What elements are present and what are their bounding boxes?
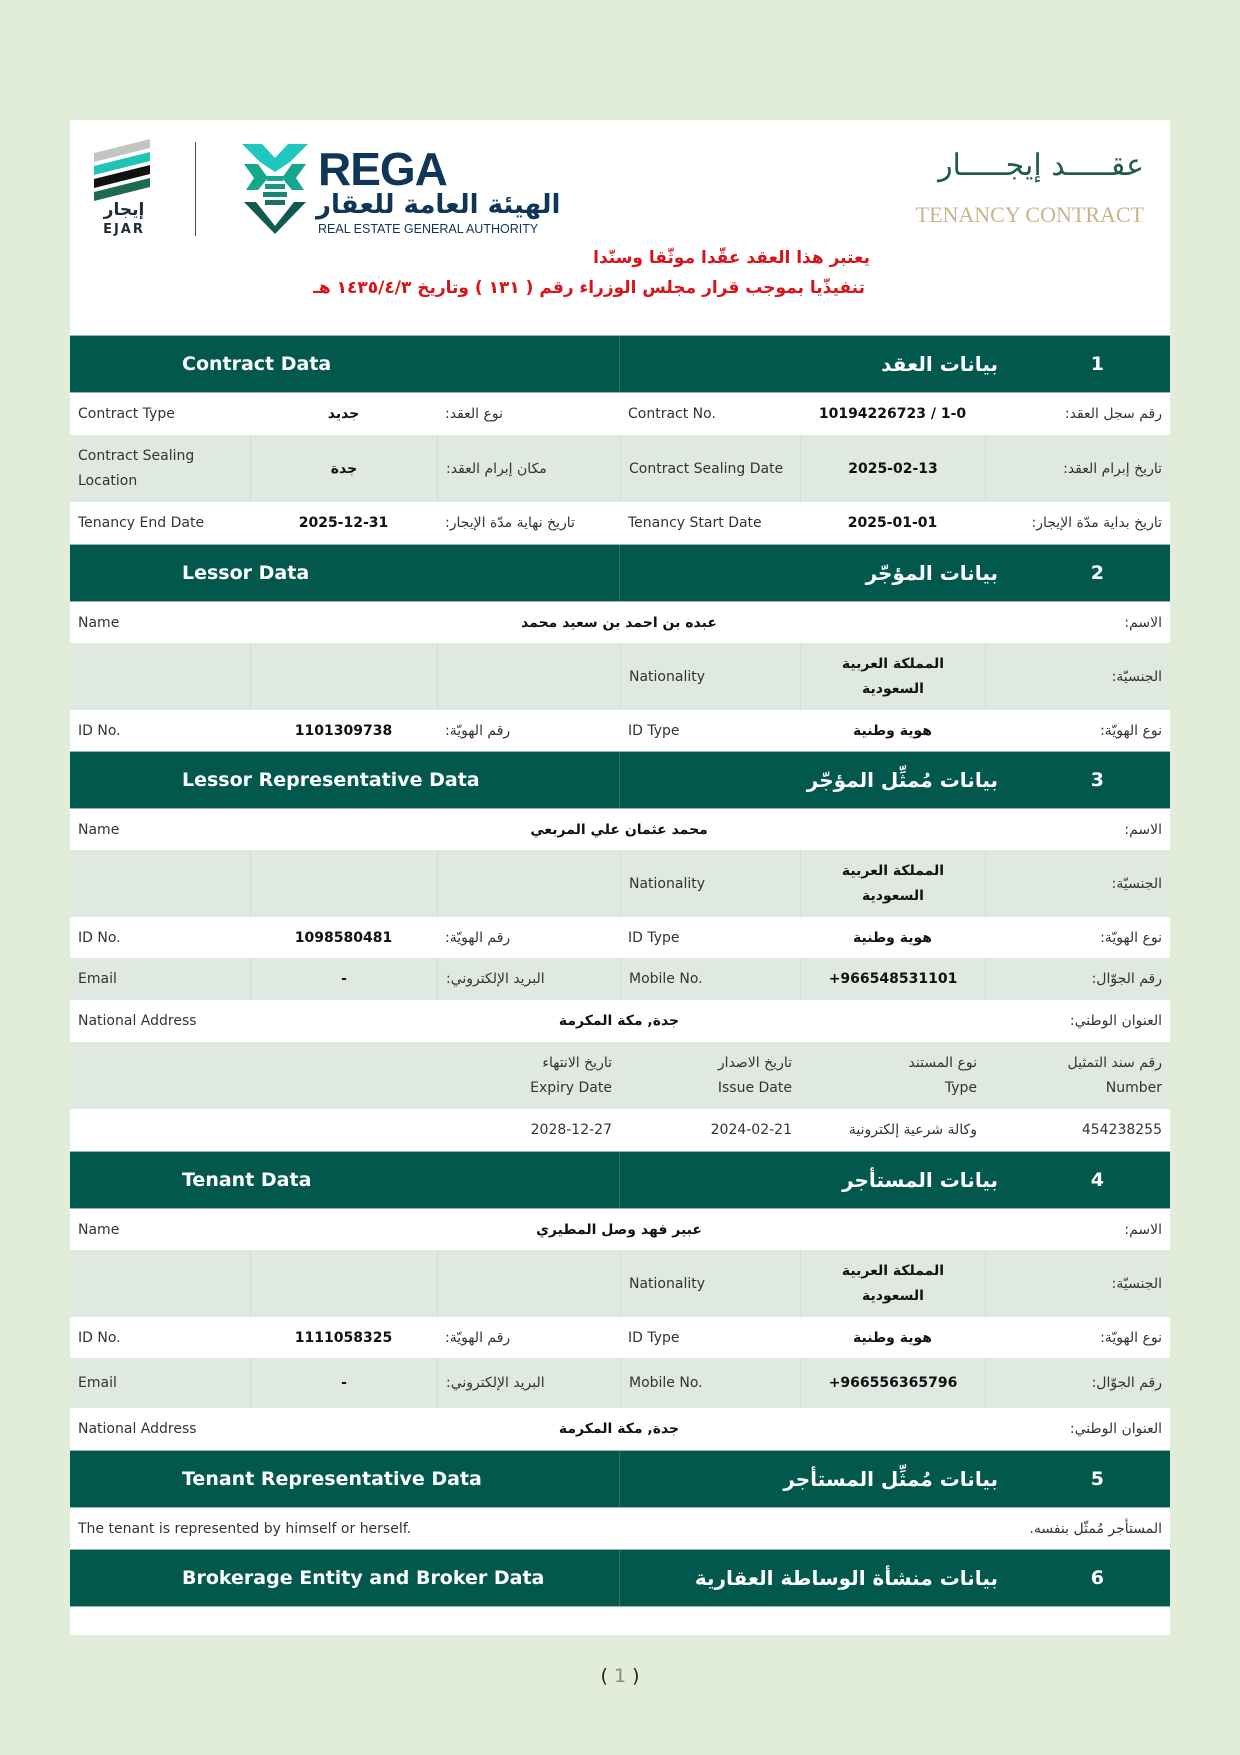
doc-header-issue — [620, 1042, 800, 1109]
table-row — [70, 1408, 1170, 1450]
doc-header-expiry-ar: تاريخ الانتهاء — [542, 1054, 612, 1071]
section-header-tenant — [70, 1151, 1170, 1209]
page-number-open-paren: ( — [600, 1665, 608, 1687]
doc-header-issue-en: Issue Date — [717, 1079, 792, 1096]
section-title-ar: بيانات منشأة الوساطة العقارية — [694, 1566, 998, 1590]
table-row — [70, 809, 1170, 850]
empty-cell — [70, 643, 250, 710]
table-row — [70, 850, 1170, 917]
section-title-ar: بيانات المؤجّر — [865, 561, 998, 585]
doc-header-type — [800, 1042, 985, 1109]
empty-cell — [250, 1250, 437, 1317]
doc-header-expiry — [437, 1042, 620, 1109]
doc-header-expiry-en: Expiry Date — [530, 1079, 612, 1096]
representation-document-header-row — [70, 1042, 1170, 1109]
rega-logo-arabic: الهيئة العامة للعقار — [316, 190, 561, 220]
section-title-en: Lessor Data — [70, 545, 620, 601]
field-label-ar: نوع الهويّة: — [1100, 722, 1162, 739]
legal-notice-line-2: تنفيذّيا بموجب قرار مجلس الوزراء رقم ( ١٣١ ) وتاريخ ١٤٣٥/٤/٣ هـ — [313, 278, 865, 298]
section-number: 3 — [1090, 769, 1104, 791]
section-number: 4 — [1090, 1169, 1104, 1191]
table-row — [70, 917, 1170, 958]
legal-notice-line-1: يعتبر هذا العقد عقّدا موثّقا وسنّدا — [593, 248, 870, 268]
field-label-ar: الجنسيّة: — [985, 643, 1170, 710]
field-value: جدة, مكة المكرمة — [558, 1421, 680, 1437]
logo-divider — [195, 142, 196, 236]
document-title-arabic: عقـــــد إيجـــــار — [938, 148, 1144, 183]
field-label-ar: العنوان الوطني: — [1069, 1013, 1162, 1029]
field-label-ar: الجنسيّة: — [985, 1250, 1170, 1317]
field-label-ar: مكان إبرام العقد: — [437, 435, 620, 502]
field-label-ar: رقم سجل العقد: — [1064, 406, 1162, 422]
section-header-brokerage — [70, 1549, 1170, 1607]
section-title-ar: بيانات العقد — [881, 352, 998, 376]
field-value: هوية وطنية — [853, 929, 932, 946]
field-label-ar: الاسم: — [1124, 821, 1162, 838]
field-value: 2025-01-01 — [847, 515, 938, 531]
field-label-ar: نوع الهويّة: — [1100, 929, 1162, 946]
table-row — [70, 1317, 1170, 1358]
section-number: 1 — [1090, 353, 1104, 375]
field-label-en: Name — [78, 821, 120, 838]
doc-header-issue-ar: تاريخ الاصدار — [717, 1054, 792, 1071]
field-value: المملكة العربية السعودية — [800, 850, 985, 917]
empty-cell — [250, 850, 437, 917]
field-label-en: Nationality — [620, 643, 800, 710]
section-header-contract — [70, 335, 1170, 393]
representation-document-row — [70, 1109, 1170, 1151]
field-label-en: Tenancy Start Date — [628, 515, 762, 531]
rega-palm-icon — [240, 142, 310, 234]
field-label-ar: رقم الهويّة: — [445, 722, 511, 739]
ejar-logo-arabic: إيجار — [103, 200, 145, 220]
section-title-en: Lessor Representative Data — [70, 752, 620, 808]
table-row — [70, 958, 1170, 1000]
section-header-lessor-representative — [70, 751, 1170, 809]
field-label-en: Email — [78, 1375, 117, 1391]
field-label-ar: البريد الإلكتروني: — [437, 1358, 620, 1408]
empty-cell — [437, 1250, 620, 1317]
field-label-en: ID No. — [78, 1329, 121, 1346]
section-title-ar: بيانات مُمثِّل المؤجّر — [806, 768, 998, 792]
field-value: هوية وطنية — [853, 722, 932, 739]
field-label-en: ID Type — [628, 929, 680, 946]
empty-cell — [437, 850, 620, 917]
field-value: جدة, مكة المكرمة — [558, 1013, 680, 1029]
field-label-en: Email — [78, 971, 117, 987]
doc-header-type-ar: نوع المستند — [908, 1054, 977, 1071]
document-title-english: TENANCY CONTRACT — [915, 202, 1144, 227]
empty-cell — [250, 643, 437, 710]
field-label-en: ID No. — [78, 929, 121, 946]
field-value: 1111058325 — [294, 1329, 393, 1346]
field-label-en: Nationality — [620, 850, 800, 917]
section-number: 6 — [1090, 1567, 1104, 1589]
doc-header-number — [985, 1042, 1170, 1109]
field-value: المملكة العربية السعودية — [800, 1250, 985, 1317]
table-row — [70, 435, 1170, 502]
section-number: 2 — [1090, 562, 1104, 584]
field-label-ar: الجنسيّة: — [985, 850, 1170, 917]
field-value: المملكة العربية السعودية — [800, 643, 985, 710]
field-label-ar: الاسم: — [1124, 614, 1162, 631]
section-title-en: Contract Data — [70, 336, 620, 392]
field-label-en: ID Type — [628, 1329, 680, 1346]
field-value: هوية وطنية — [853, 1329, 932, 1346]
doc-header-type-en: Type — [944, 1079, 977, 1096]
field-label-en: Tenancy End Date — [78, 515, 205, 531]
doc-issue-date: 2024-02-21 — [710, 1122, 792, 1138]
doc-type: وكالة شرعية إلكترونية — [848, 1122, 977, 1138]
field-label-ar: رقم الجوّال: — [985, 958, 1170, 1000]
field-label-ar: الاسم: — [1124, 1221, 1162, 1238]
contract-page — [70, 120, 1170, 1635]
field-label-en: Nationality — [620, 1250, 800, 1317]
field-label-en: Contract Sealing Location — [78, 447, 195, 489]
field-label-ar: البريد الإلكتروني: — [437, 958, 620, 1000]
page-number-value: 1 — [613, 1665, 627, 1687]
table-row — [70, 643, 1170, 710]
table-row — [70, 1209, 1170, 1250]
field-label-en: Mobile No. — [620, 958, 800, 1000]
tenant-representation-note-en: The tenant is represented by himself or herself. — [78, 1520, 412, 1537]
section-title-ar: بيانات مُمثِّل المستأجر — [783, 1467, 998, 1491]
field-label-en: Contract Sealing Date — [620, 435, 800, 502]
doc-header-number-ar: رقم سند التمثيل — [1067, 1054, 1162, 1071]
field-label-ar: رقم الجوّال: — [985, 1358, 1170, 1408]
ejar-logo-english: EJAR — [103, 222, 145, 237]
field-label-ar: رقم الهويّة: — [445, 929, 511, 946]
field-label-ar: تاريخ نهاية مدّة الإيجار: — [445, 515, 575, 531]
table-row — [70, 710, 1170, 751]
field-value: +966556365796 — [800, 1358, 985, 1408]
field-value: 1098580481 — [294, 929, 393, 946]
section-title-en: Brokerage Entity and Broker Data — [70, 1550, 620, 1606]
tenant-representation-note-ar: المستأجر مُمثّل بنفسه. — [1029, 1520, 1162, 1537]
field-value: 10194226723 / 1-0 — [818, 406, 967, 422]
field-label-en: Name — [78, 1221, 120, 1238]
empty-cell — [70, 1250, 250, 1317]
field-value: 2025-12-31 — [298, 515, 389, 531]
field-label-ar: تاريخ بداية مدّة الإيجار: — [1031, 515, 1162, 531]
field-label-en: Mobile No. — [620, 1358, 800, 1408]
tenant-representation-note-row — [70, 1508, 1170, 1549]
field-label-en: ID Type — [628, 722, 680, 739]
field-value: - — [250, 1358, 437, 1408]
table-row — [70, 602, 1170, 643]
field-value: عبير فهد وصل المطيري — [536, 1221, 702, 1238]
field-value: - — [250, 958, 437, 1000]
document-header — [70, 120, 1170, 335]
empty-cell — [70, 850, 250, 917]
rega-logo-name: REGA — [318, 143, 447, 195]
rega-logo-english: REAL ESTATE GENERAL AUTHORITY — [318, 222, 539, 236]
doc-number: 454238255 — [1081, 1122, 1162, 1138]
section-title-en: Tenant Data — [70, 1152, 620, 1208]
section-header-lessor — [70, 544, 1170, 602]
field-label-en: Name — [78, 614, 120, 631]
ejar-logo — [94, 140, 154, 240]
field-label-ar: العنوان الوطني: — [1069, 1421, 1162, 1437]
field-value: 2025-02-13 — [800, 435, 985, 502]
table-row — [70, 502, 1170, 544]
doc-expiry-date: 2028-12-27 — [530, 1122, 612, 1138]
page-number-close-paren: ) — [632, 1665, 640, 1687]
field-label-ar: نوع الهويّة: — [1100, 1329, 1162, 1346]
field-label-ar: تاريخ إبرام العقد: — [985, 435, 1170, 502]
doc-header-number-en: Number — [1105, 1079, 1162, 1096]
field-label-en: ID No. — [78, 722, 121, 739]
field-value: جدة — [250, 435, 437, 502]
empty-cell — [70, 1042, 437, 1109]
empty-cell — [437, 643, 620, 710]
field-label-en: Contract Type — [78, 406, 175, 422]
section-number: 5 — [1090, 1468, 1104, 1490]
page-number — [0, 1665, 1240, 1687]
table-row — [70, 1358, 1170, 1408]
field-value: عبده بن احمد بن سعيد محمد — [521, 614, 717, 631]
empty-cell — [70, 1109, 437, 1151]
table-row — [70, 393, 1170, 435]
table-row — [70, 1250, 1170, 1317]
field-label-en: Contract No. — [628, 406, 716, 422]
field-value: جديد — [327, 406, 360, 422]
section-title-ar: بيانات المستأجر — [842, 1168, 998, 1192]
section-title-en: Tenant Representative Data — [70, 1451, 620, 1507]
field-value: 1101309738 — [294, 722, 393, 739]
table-row — [70, 1000, 1170, 1042]
field-label-en: National Address — [78, 1013, 197, 1029]
field-label-en: National Address — [78, 1421, 197, 1437]
field-value: +966548531101 — [800, 958, 985, 1000]
field-value: محمد عثمان علي المربعي — [530, 821, 708, 838]
section-header-tenant-representative — [70, 1450, 1170, 1508]
field-label-ar: نوع العقد: — [445, 406, 503, 422]
field-label-ar: رقم الهويّة: — [445, 1329, 511, 1346]
